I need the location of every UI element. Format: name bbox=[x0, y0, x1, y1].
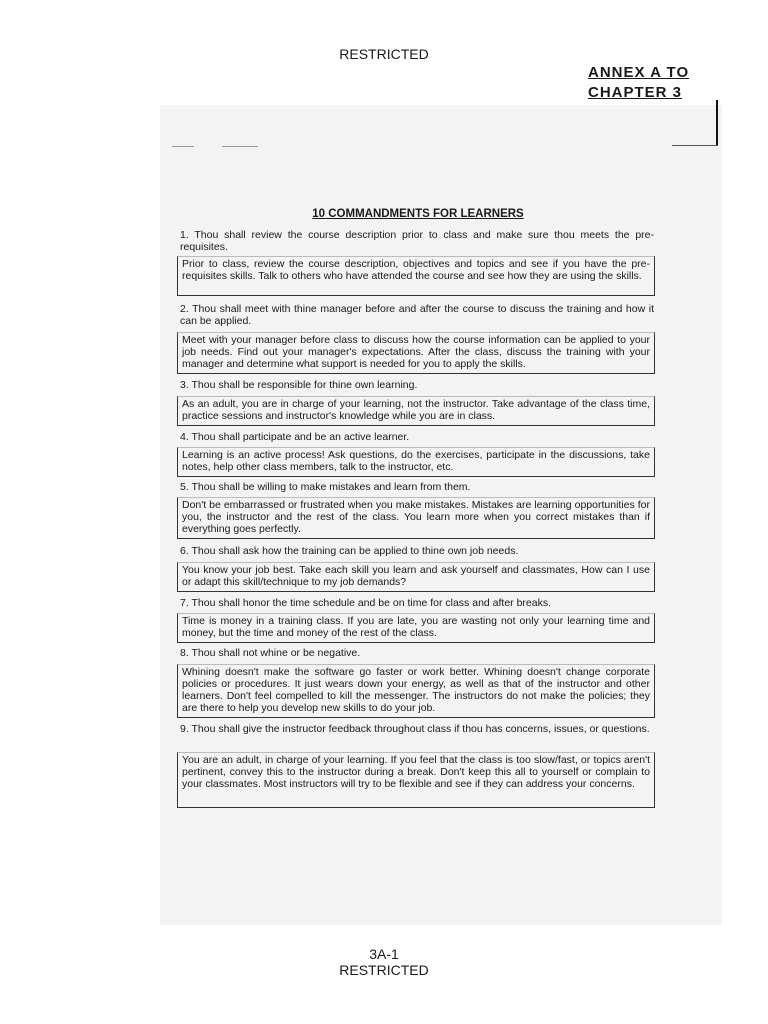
page-number: 3A-1 bbox=[369, 946, 399, 962]
scan-rule-right bbox=[672, 145, 718, 146]
chapter-label: CHAPTER 3 bbox=[588, 84, 683, 101]
classification-header: RESTRICTED bbox=[339, 46, 429, 62]
commandment-3: 3. Thou shall be responsible for thine own learning. bbox=[180, 379, 418, 391]
classification-footer: RESTRICTED bbox=[339, 962, 429, 978]
commandment-1: 1. Thou shall review the course description prior to class and make sure thou meets the pre-requisites. bbox=[180, 229, 654, 253]
scan-margin-mark bbox=[716, 100, 718, 146]
document-title: 10 COMMANDMENTS FOR LEARNERS bbox=[312, 208, 524, 220]
commandment-4: 4. Thou shall participate and be an active learner. bbox=[180, 431, 410, 443]
explanation-box-1: Prior to class, review the course description, objectives and topics and see if you have the pre-requisites skills. Talk to others who have attended the course and see how they are using the skills. bbox=[177, 256, 655, 296]
explanation-box-2: Meet with your manager before class to discuss how the course information can be applied to your job needs. Find out your manager's expectations. After the class, discuss the training with your manager and determine what support is needed for you to apply the skills. bbox=[177, 332, 655, 374]
annex-label: ANNEX A TO bbox=[588, 64, 690, 81]
commandment-5: 5. Thou shall be willing to make mistakes and learn from them. bbox=[180, 481, 471, 493]
explanation-box-4: Learning is an active process! Ask questions, do the exercises, participate in the discussions, take notes, help other class members, talk to the instructor, etc. bbox=[177, 447, 655, 477]
commandment-9: 9. Thou shall give the instructor feedback throughout class if thou has concerns, issues, or questions. bbox=[180, 723, 650, 735]
commandment-6: 6. Thou shall ask how the training can be applied to thine own job needs. bbox=[180, 545, 519, 557]
commandment-2: 2. Thou shall meet with thine manager before and after the course to discuss the training and how it can be applied. bbox=[180, 303, 654, 327]
commandment-7: 7. Thou shall honor the time schedule and be on time for class and after breaks. bbox=[180, 597, 552, 609]
explanation-box-3: As an adult, you are in charge of your learning, not the instructor. Take advantage of the class time, practice sessions and instructor's knowledge while you are in class. bbox=[177, 396, 655, 426]
scan-rule-mid bbox=[222, 146, 258, 147]
explanation-box-5: Don't be embarrassed or frustrated when you make mistakes. Mistakes are learning opportunities for you, the instructor and the rest of the class. You learn more when you correct mistakes than if everything goes perfectly. bbox=[177, 497, 655, 539]
explanation-box-6: You know your job best. Take each skill you learn and ask yourself and classmates, How can I use or adapt this skill/technique to my job demands? bbox=[177, 562, 655, 592]
explanation-box-7: Time is money in a training class. If you are late, you are wasting not only your learning time and money, but the time and money of the rest of the class. bbox=[177, 613, 655, 643]
explanation-box-8: Whining doesn't make the software go faster or work better. Whining doesn't change corporate policies or procedures. It just wears down your energy, as well as that of the instructor and other learners. Don't feel compelled to kill the messenger. The instructors do not make the policies; they are there to help you develop new skills to do your job. bbox=[177, 664, 655, 718]
commandment-8: 8. Thou shall not whine or be negative. bbox=[180, 647, 361, 659]
scan-rule-left bbox=[172, 146, 194, 147]
explanation-box-9: You are an adult, in charge of your learning. If you feel that the class is too slow/fast, or topics aren't pertinent, convey this to the instructor during a break. Don't keep this all to yourself or complain to your classmates. Most instructors will try to be flexible and see if they can address your concerns. bbox=[177, 752, 655, 808]
